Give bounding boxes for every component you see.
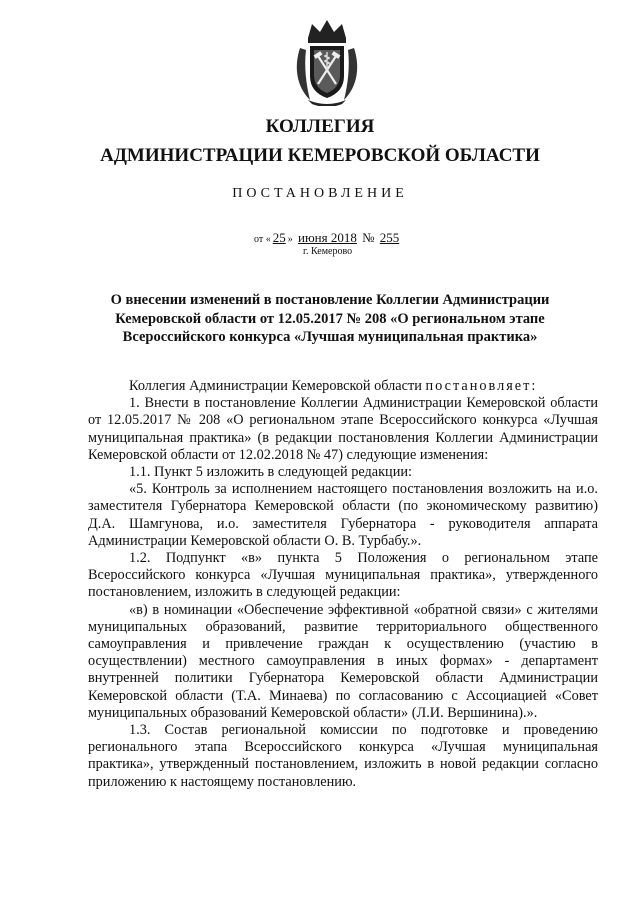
document-body <box>88 378 598 791</box>
org-title-line1: КОЛЛЕГИЯ <box>265 116 375 137</box>
date-mid: » <box>287 234 293 245</box>
document-type: ПОСТАНОВЛЕНИЕ <box>232 186 408 201</box>
org-title-line2: АДМИНИСТРАЦИИ КЕМЕРОВСКОЙ ОБЛАСТИ <box>100 145 540 166</box>
paragraph-quote-5: «5. Контроль за исполнением настоящего постановления возложить на и.о. заместителя Губернатора Кемеровской области (по экономическому развитию) Д.А. Шамгунова, и.о. заместителя Губернатора - руководителя аппарата Администрации Кемеровской области О. В. Турбабу.». <box>88 481 598 549</box>
paragraph-1-2: 1.2. Подпункт «в» пункта 5 Положения о региональном этапе Всероссийского конкурса «Лучшая муниципальная практика», утвержденного постановлением, изложить в следующей редакции: <box>88 550 598 601</box>
paragraph-1-1: 1.1. Пункт 5 изложить в следующей редакции: <box>129 464 412 481</box>
intro-keyword: постановляет: <box>425 378 538 394</box>
paragraph-1: 1. Внести в постановление Коллегии Администрации Кемеровской области от 12.05.2017 № 208 «О региональном этапе Всероссийского конкурса «Лучшая муниципальная практика» (в редакции постановления Коллегии Администрации Кемеровской области от 12.02.2018 № 47) следующие изменения: <box>88 395 598 463</box>
date-day: 25 <box>272 230 286 245</box>
intro-paragraph <box>88 378 598 395</box>
date-number-line <box>254 230 401 246</box>
intro-text: Коллегия Администрации Кемеровской области <box>129 378 426 394</box>
paragraph-quote-v: «в) в номинации «Обеспечение эффективной «обратной связи» с жителями муниципальных образований, развитие территориального общественного самоуправления и привлечение граждан к осуществлению (участию в осуществлении) местного самоуправления в иных формах» - департамент внутренней политики Губернатора Кемеровской области Администрации Кемеровской области (Т.А. Минаева) по согласованию с Ассоциацией «Совет муниципальных образований Кемеровской области» (Л.И. Вершинина).». <box>88 601 598 721</box>
paragraph-1-3: 1.3. Состав региональной комиссии по подготовке и проведению регионального этапа Всероссийского конкурса «Лучшая муниципальная практика», утвержденный постановлением, изложить в новой редакции согласно приложению к настоящему постановлению. <box>88 722 598 790</box>
document-title: О внесении изменений в постановление Коллегии Администрации Кемеровской области от 12.05.2017 № 208 «О региональном этапе Всероссийского конкурса «Лучшая муниципальная практика» <box>110 292 550 345</box>
coat-of-arms-emblem <box>294 18 360 106</box>
document-number: 255 <box>379 230 400 245</box>
number-prefix: № <box>362 230 375 245</box>
place-name: г. Кемерово <box>303 246 353 257</box>
date-prefix: от « <box>254 234 271 245</box>
date-month-year: июня 2018 <box>298 230 357 245</box>
